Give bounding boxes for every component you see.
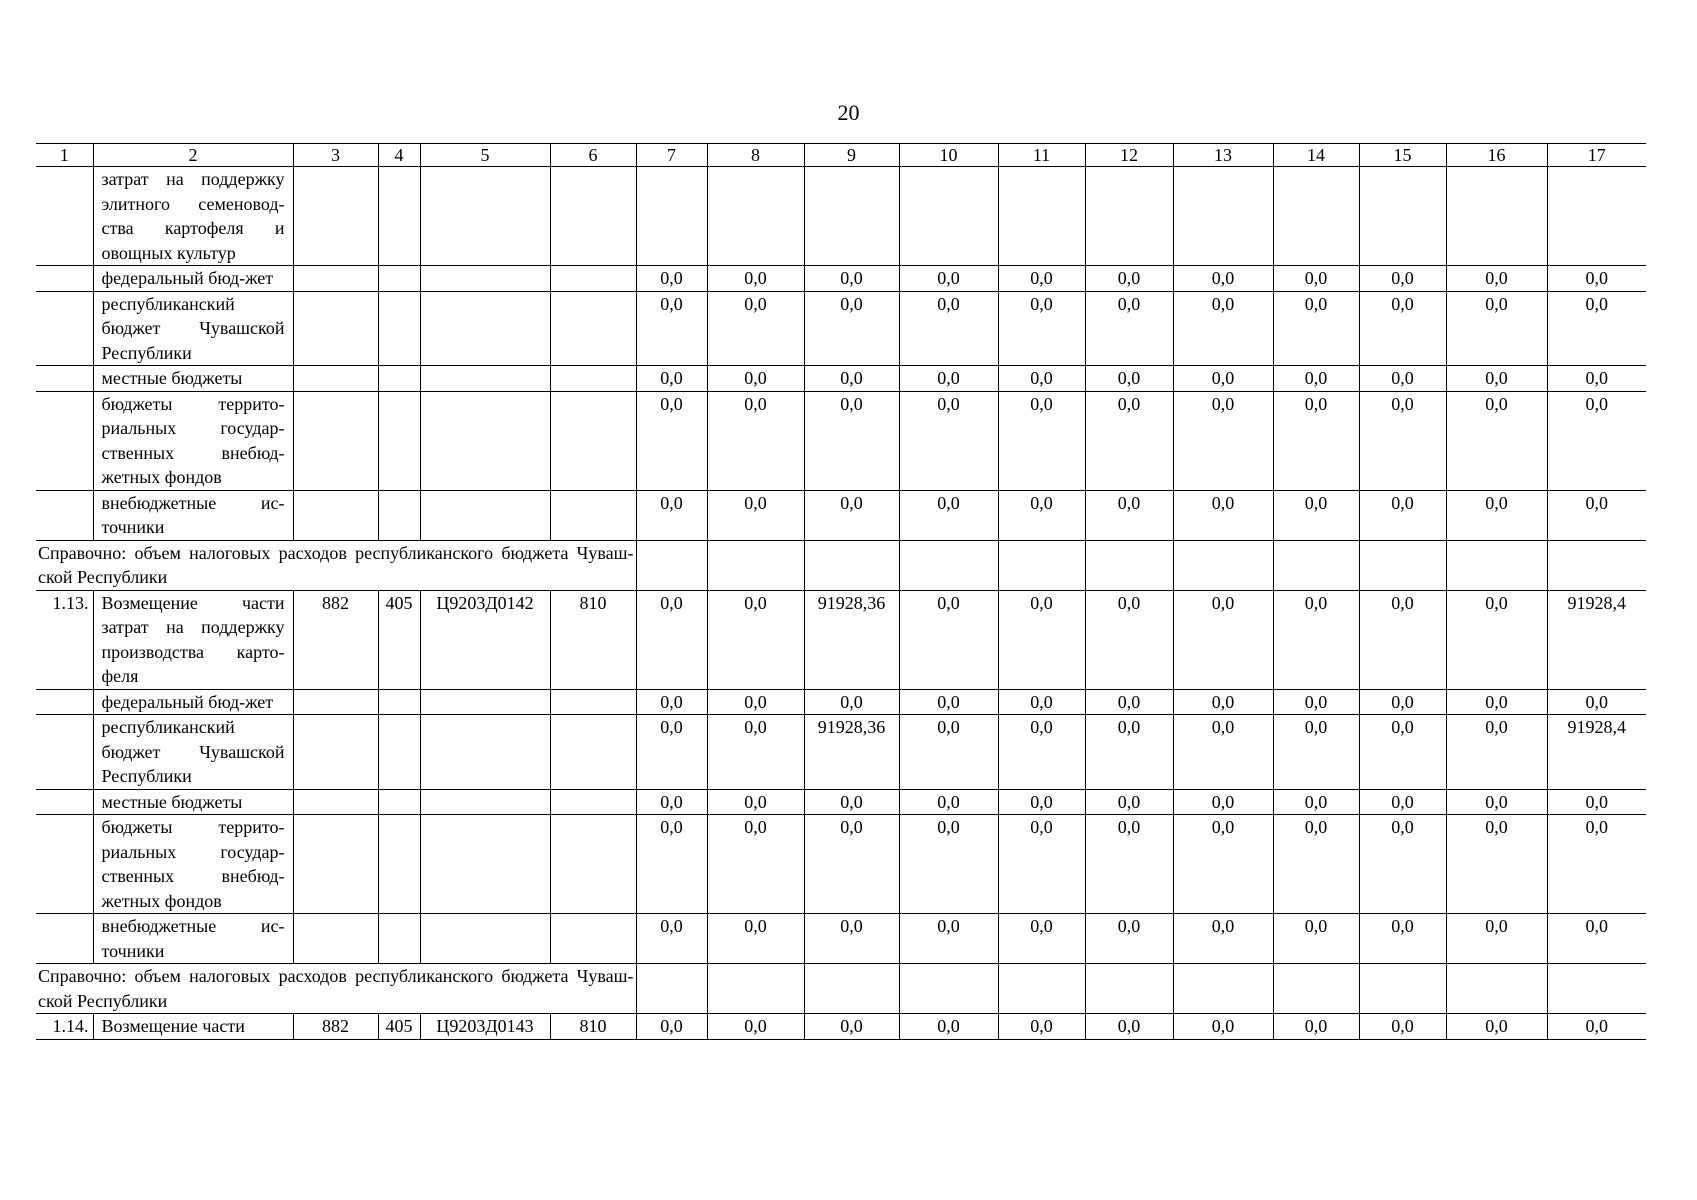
column-header-1: 1 (36, 144, 93, 167)
code-column-6 (550, 914, 636, 964)
value-cell-col-7: 0,0 (636, 715, 707, 790)
value-cell-col-12: 0,0 (1085, 815, 1173, 914)
value-cell-col-17: 0,0 (1547, 1014, 1646, 1040)
value-cell-col-14: 0,0 (1273, 590, 1359, 689)
value-cell-col-8: 0,0 (707, 266, 804, 292)
value-cell-col-14 (1273, 964, 1359, 1014)
value-cell-col-10: 0,0 (899, 490, 998, 540)
code-column-5 (420, 715, 550, 790)
code-column-5 (420, 789, 550, 815)
value-cell-col-13: 0,0 (1173, 914, 1273, 964)
row-number (36, 815, 93, 914)
value-cell-col-10: 0,0 (899, 590, 998, 689)
code-column-5 (420, 266, 550, 292)
value-cell-col-14 (1273, 540, 1359, 590)
value-cell-col-12: 0,0 (1085, 789, 1173, 815)
table-row (36, 291, 1646, 366)
code-column-3 (293, 490, 378, 540)
code-column-6 (550, 789, 636, 815)
value-cell-col-16: 0,0 (1446, 715, 1547, 790)
value-cell-col-13: 0,0 (1173, 590, 1273, 689)
table-body (36, 144, 1646, 1040)
value-cell-col-9: 0,0 (804, 789, 899, 815)
value-cell-col-16 (1446, 167, 1547, 266)
row-number: 1.13. (36, 590, 93, 689)
code-column-3 (293, 689, 378, 715)
column-header-9: 9 (804, 144, 899, 167)
value-cell-col-7: 0,0 (636, 1014, 707, 1040)
value-cell-col-16: 0,0 (1446, 789, 1547, 815)
row-number (36, 789, 93, 815)
row-name: федеральный бюд-жет (93, 689, 293, 715)
value-cell-col-11: 0,0 (998, 1014, 1085, 1040)
value-cell-col-9: 0,0 (804, 1014, 899, 1040)
table-row (36, 590, 1646, 689)
value-cell-col-13: 0,0 (1173, 291, 1273, 366)
row-number (36, 366, 93, 392)
reference-text: Справочно: объем налоговых расходов республиканского бюджета Чуваш-ской Республики (36, 964, 636, 1014)
value-cell-col-14: 0,0 (1273, 1014, 1359, 1040)
value-cell-col-17: 0,0 (1547, 391, 1646, 490)
value-cell-col-14: 0,0 (1273, 266, 1359, 292)
value-cell-col-11: 0,0 (998, 590, 1085, 689)
code-column-6 (550, 291, 636, 366)
value-cell-col-10: 0,0 (899, 689, 998, 715)
value-cell-col-9: 0,0 (804, 914, 899, 964)
column-header-17: 17 (1547, 144, 1646, 167)
value-cell-col-14: 0,0 (1273, 715, 1359, 790)
value-cell-col-9: 0,0 (804, 391, 899, 490)
value-cell-col-9: 0,0 (804, 266, 899, 292)
value-cell-col-10: 0,0 (899, 715, 998, 790)
column-header-5: 5 (420, 144, 550, 167)
value-cell-col-13: 0,0 (1173, 490, 1273, 540)
value-cell-col-11: 0,0 (998, 715, 1085, 790)
value-cell-col-10 (899, 540, 998, 590)
value-cell-col-16: 0,0 (1446, 366, 1547, 392)
code-column-3 (293, 366, 378, 392)
value-cell-col-16: 0,0 (1446, 689, 1547, 715)
value-cell-col-17: 0,0 (1547, 815, 1646, 914)
table-row (36, 167, 1646, 266)
table-row (36, 689, 1646, 715)
value-cell-col-12: 0,0 (1085, 914, 1173, 964)
value-cell-col-7: 0,0 (636, 590, 707, 689)
code-column-3 (293, 266, 378, 292)
value-cell-col-12 (1085, 167, 1173, 266)
value-cell-col-12: 0,0 (1085, 715, 1173, 790)
value-cell-col-14: 0,0 (1273, 391, 1359, 490)
value-cell-col-17 (1547, 167, 1646, 266)
value-cell-col-8: 0,0 (707, 689, 804, 715)
value-cell-col-12: 0,0 (1085, 590, 1173, 689)
value-cell-col-13: 0,0 (1173, 689, 1273, 715)
table-row (36, 366, 1646, 392)
value-cell-col-16: 0,0 (1446, 914, 1547, 964)
value-cell-col-10: 0,0 (899, 815, 998, 914)
value-cell-col-14 (1273, 167, 1359, 266)
value-cell-col-16: 0,0 (1446, 391, 1547, 490)
value-cell-col-10: 0,0 (899, 914, 998, 964)
value-cell-col-17: 0,0 (1547, 914, 1646, 964)
row-name: федеральный бюд-жет (93, 266, 293, 292)
code-column-5 (420, 914, 550, 964)
value-cell-col-13: 0,0 (1173, 715, 1273, 790)
value-cell-col-8: 0,0 (707, 715, 804, 790)
table-row (36, 815, 1646, 914)
row-name: затрат на поддержку элитного семеновод-ства картофеля и овощных культур (93, 167, 293, 266)
value-cell-col-11 (998, 167, 1085, 266)
column-header-11: 11 (998, 144, 1085, 167)
value-cell-col-13: 0,0 (1173, 1014, 1273, 1040)
value-cell-col-16: 0,0 (1446, 815, 1547, 914)
value-cell-col-8: 0,0 (707, 590, 804, 689)
value-cell-col-9: 0,0 (804, 815, 899, 914)
row-name: бюджеты террито-риальных государ-ственных внебюд-жетных фондов (93, 815, 293, 914)
value-cell-col-8 (707, 964, 804, 1014)
value-cell-col-8: 0,0 (707, 815, 804, 914)
value-cell-col-10: 0,0 (899, 366, 998, 392)
row-number (36, 391, 93, 490)
value-cell-col-15: 0,0 (1359, 366, 1446, 392)
value-cell-col-17: 91928,4 (1547, 590, 1646, 689)
code-column-6 (550, 689, 636, 715)
value-cell-col-10: 0,0 (899, 391, 998, 490)
code-column-3 (293, 391, 378, 490)
code-column-6: 810 (550, 1014, 636, 1040)
row-name: бюджеты террито-риальных государ-ственных внебюд-жетных фондов (93, 391, 293, 490)
budget-table (36, 143, 1646, 1040)
value-cell-col-11: 0,0 (998, 689, 1085, 715)
value-cell-col-7: 0,0 (636, 789, 707, 815)
code-column-6: 810 (550, 590, 636, 689)
value-cell-col-15: 0,0 (1359, 291, 1446, 366)
value-cell-col-11 (998, 964, 1085, 1014)
value-cell-col-7: 0,0 (636, 366, 707, 392)
value-cell-col-12: 0,0 (1085, 266, 1173, 292)
code-column-4 (378, 366, 420, 392)
value-cell-col-11: 0,0 (998, 391, 1085, 490)
code-column-6 (550, 366, 636, 392)
code-column-5 (420, 366, 550, 392)
code-column-6 (550, 490, 636, 540)
value-cell-col-13: 0,0 (1173, 391, 1273, 490)
row-number (36, 291, 93, 366)
value-cell-col-10: 0,0 (899, 789, 998, 815)
code-column-4 (378, 914, 420, 964)
value-cell-col-14: 0,0 (1273, 366, 1359, 392)
table-row (36, 490, 1646, 540)
code-column-5: Ц9203Д0142 (420, 590, 550, 689)
value-cell-col-13 (1173, 167, 1273, 266)
column-header-2: 2 (93, 144, 293, 167)
code-column-5: Ц9203Д0143 (420, 1014, 550, 1040)
code-column-5 (420, 815, 550, 914)
value-cell-col-7: 0,0 (636, 815, 707, 914)
value-cell-col-9: 91928,36 (804, 590, 899, 689)
row-number (36, 167, 93, 266)
value-cell-col-12: 0,0 (1085, 391, 1173, 490)
table-row (36, 266, 1646, 292)
value-cell-col-12: 0,0 (1085, 366, 1173, 392)
value-cell-col-15: 0,0 (1359, 1014, 1446, 1040)
value-cell-col-9: 0,0 (804, 291, 899, 366)
value-cell-col-12: 0,0 (1085, 689, 1173, 715)
row-number (36, 689, 93, 715)
reference-row (36, 540, 1646, 590)
row-number (36, 914, 93, 964)
value-cell-col-11: 0,0 (998, 266, 1085, 292)
column-header-8: 8 (707, 144, 804, 167)
value-cell-col-13: 0,0 (1173, 815, 1273, 914)
code-column-6 (550, 815, 636, 914)
value-cell-col-12 (1085, 540, 1173, 590)
row-name: местные бюджеты (93, 366, 293, 392)
value-cell-col-14: 0,0 (1273, 815, 1359, 914)
value-cell-col-7 (636, 167, 707, 266)
code-column-4 (378, 391, 420, 490)
value-cell-col-17: 0,0 (1547, 789, 1646, 815)
value-cell-col-15 (1359, 540, 1446, 590)
code-column-3: 882 (293, 590, 378, 689)
value-cell-col-11: 0,0 (998, 490, 1085, 540)
value-cell-col-10 (899, 964, 998, 1014)
value-cell-col-7 (636, 540, 707, 590)
value-cell-col-9: 0,0 (804, 490, 899, 540)
value-cell-col-10 (899, 167, 998, 266)
value-cell-col-11: 0,0 (998, 789, 1085, 815)
value-cell-col-16 (1446, 540, 1547, 590)
value-cell-col-14: 0,0 (1273, 490, 1359, 540)
value-cell-col-16: 0,0 (1446, 266, 1547, 292)
table-row (36, 914, 1646, 964)
value-cell-col-8: 0,0 (707, 391, 804, 490)
table-row (36, 1014, 1646, 1040)
code-column-6 (550, 266, 636, 292)
value-cell-col-9 (804, 167, 899, 266)
code-column-4 (378, 689, 420, 715)
value-cell-col-17: 0,0 (1547, 689, 1646, 715)
value-cell-col-8: 0,0 (707, 914, 804, 964)
value-cell-col-10: 0,0 (899, 266, 998, 292)
value-cell-col-12 (1085, 964, 1173, 1014)
value-cell-col-17: 0,0 (1547, 490, 1646, 540)
code-column-5 (420, 391, 550, 490)
value-cell-col-12: 0,0 (1085, 291, 1173, 366)
value-cell-col-13 (1173, 964, 1273, 1014)
value-cell-col-12: 0,0 (1085, 1014, 1173, 1040)
value-cell-col-8 (707, 167, 804, 266)
value-cell-col-11: 0,0 (998, 815, 1085, 914)
value-cell-col-16: 0,0 (1446, 590, 1547, 689)
code-column-3 (293, 815, 378, 914)
code-column-4: 405 (378, 590, 420, 689)
value-cell-col-17 (1547, 540, 1646, 590)
code-column-4 (378, 715, 420, 790)
value-cell-col-9 (804, 964, 899, 1014)
value-cell-col-13: 0,0 (1173, 266, 1273, 292)
value-cell-col-8: 0,0 (707, 789, 804, 815)
value-cell-col-17: 0,0 (1547, 366, 1646, 392)
value-cell-col-7 (636, 964, 707, 1014)
column-header-15: 15 (1359, 144, 1446, 167)
code-column-4: 405 (378, 1014, 420, 1040)
value-cell-col-7: 0,0 (636, 689, 707, 715)
code-column-3 (293, 789, 378, 815)
value-cell-col-15: 0,0 (1359, 815, 1446, 914)
value-cell-col-16: 0,0 (1446, 291, 1547, 366)
value-cell-col-15: 0,0 (1359, 689, 1446, 715)
value-cell-col-10: 0,0 (899, 1014, 998, 1040)
row-number: 1.14. (36, 1014, 93, 1040)
code-column-5 (420, 291, 550, 366)
code-column-3 (293, 291, 378, 366)
value-cell-col-9: 0,0 (804, 366, 899, 392)
code-column-4 (378, 291, 420, 366)
value-cell-col-17 (1547, 964, 1646, 1014)
row-name: Возмещение части затрат на поддержку производства карто-феля (93, 590, 293, 689)
value-cell-col-10: 0,0 (899, 291, 998, 366)
value-cell-col-16: 0,0 (1446, 1014, 1547, 1040)
value-cell-col-9: 0,0 (804, 689, 899, 715)
row-name: местные бюджеты (93, 789, 293, 815)
column-header-14: 14 (1273, 144, 1359, 167)
value-cell-col-14: 0,0 (1273, 789, 1359, 815)
value-cell-col-11: 0,0 (998, 914, 1085, 964)
value-cell-col-9: 91928,36 (804, 715, 899, 790)
row-name: республиканский бюджет Чувашской Республики (93, 715, 293, 790)
value-cell-col-15: 0,0 (1359, 590, 1446, 689)
value-cell-col-8: 0,0 (707, 366, 804, 392)
value-cell-col-8: 0,0 (707, 291, 804, 366)
code-column-3 (293, 914, 378, 964)
code-column-6 (550, 167, 636, 266)
table-row (36, 789, 1646, 815)
value-cell-col-16: 0,0 (1446, 490, 1547, 540)
value-cell-col-15 (1359, 167, 1446, 266)
row-number (36, 266, 93, 292)
value-cell-col-15 (1359, 964, 1446, 1014)
value-cell-col-15: 0,0 (1359, 266, 1446, 292)
row-name: внебюджетные ис-точники (93, 914, 293, 964)
value-cell-col-7: 0,0 (636, 914, 707, 964)
column-header-16: 16 (1446, 144, 1547, 167)
table-row (36, 715, 1646, 790)
code-column-3 (293, 715, 378, 790)
value-cell-col-7: 0,0 (636, 490, 707, 540)
row-number (36, 490, 93, 540)
value-cell-col-7: 0,0 (636, 291, 707, 366)
value-cell-col-15: 0,0 (1359, 490, 1446, 540)
value-cell-col-17: 0,0 (1547, 266, 1646, 292)
code-column-5 (420, 167, 550, 266)
value-cell-col-14: 0,0 (1273, 914, 1359, 964)
value-cell-col-8: 0,0 (707, 490, 804, 540)
value-cell-col-15: 0,0 (1359, 914, 1446, 964)
row-name: внебюджетные ис-точники (93, 490, 293, 540)
reference-row (36, 964, 1646, 1014)
page-number: 20 (837, 100, 860, 125)
value-cell-col-17: 91928,4 (1547, 715, 1646, 790)
code-column-3 (293, 167, 378, 266)
code-column-6 (550, 715, 636, 790)
code-column-5 (420, 490, 550, 540)
column-header-10: 10 (899, 144, 998, 167)
column-header-12: 12 (1085, 144, 1173, 167)
code-column-4 (378, 266, 420, 292)
value-cell-col-15: 0,0 (1359, 391, 1446, 490)
value-cell-col-8: 0,0 (707, 1014, 804, 1040)
code-column-5 (420, 689, 550, 715)
value-cell-col-15: 0,0 (1359, 715, 1446, 790)
value-cell-col-12: 0,0 (1085, 490, 1173, 540)
column-header-7: 7 (636, 144, 707, 167)
column-header-6: 6 (550, 144, 636, 167)
value-cell-col-14: 0,0 (1273, 689, 1359, 715)
header-row (36, 144, 1646, 167)
code-column-3: 882 (293, 1014, 378, 1040)
column-header-13: 13 (1173, 144, 1273, 167)
value-cell-col-17: 0,0 (1547, 291, 1646, 366)
value-cell-col-11: 0,0 (998, 291, 1085, 366)
value-cell-col-14: 0,0 (1273, 291, 1359, 366)
row-number (36, 715, 93, 790)
table-row (36, 391, 1646, 490)
value-cell-col-15: 0,0 (1359, 789, 1446, 815)
value-cell-col-11: 0,0 (998, 366, 1085, 392)
column-header-3: 3 (293, 144, 378, 167)
code-column-6 (550, 391, 636, 490)
value-cell-col-13: 0,0 (1173, 366, 1273, 392)
reference-text: Справочно: объем налоговых расходов республиканского бюджета Чуваш-ской Республики (36, 540, 636, 590)
value-cell-col-13 (1173, 540, 1273, 590)
row-name: республиканский бюджет Чувашской Республики (93, 291, 293, 366)
value-cell-col-7: 0,0 (636, 266, 707, 292)
value-cell-col-16 (1446, 964, 1547, 1014)
row-name: Возмещение части (93, 1014, 293, 1040)
code-column-4 (378, 490, 420, 540)
code-column-4 (378, 815, 420, 914)
value-cell-col-13: 0,0 (1173, 789, 1273, 815)
code-column-4 (378, 789, 420, 815)
value-cell-col-9 (804, 540, 899, 590)
value-cell-col-7: 0,0 (636, 391, 707, 490)
value-cell-col-11 (998, 540, 1085, 590)
code-column-4 (378, 167, 420, 266)
value-cell-col-8 (707, 540, 804, 590)
column-header-4: 4 (378, 144, 420, 167)
